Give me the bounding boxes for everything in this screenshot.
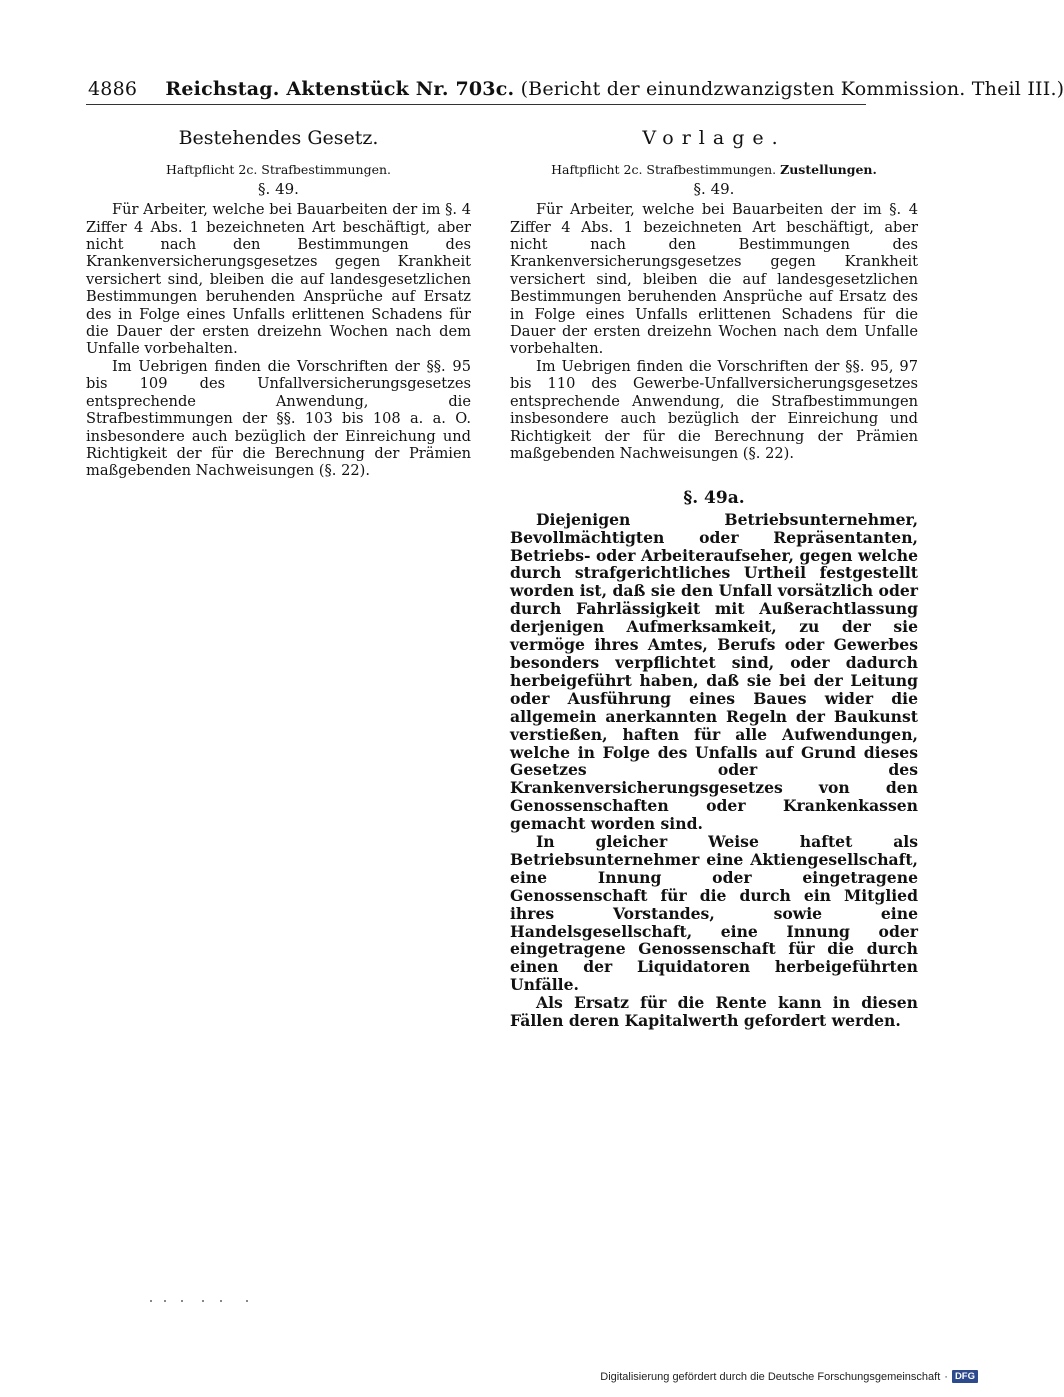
- header-rule: [86, 104, 866, 105]
- section-49a-paragraph: In gleicher Weise haftet als Betriebsunternehmer eine Aktiengesellschaft, eine Innung oder eingetragene Genossenschaft für die durch ein Mitglied ihres Vorstandes, sowie eine Handelsgesellschaft, eine Innung oder eingetragene Genossenschaft für die durch einen der Liquidatoren herbeigeführten Unfälle.: [510, 832, 918, 995]
- left-column: [86, 122, 471, 480]
- separator-dot: ·: [944, 1370, 948, 1383]
- right-subheading-bold: Zustellungen.: [780, 162, 877, 178]
- right-column: [510, 122, 918, 1030]
- right-subheading-text: Haftpflicht 2c. Strafbestimmungen.: [551, 162, 777, 178]
- right-column-title: Vorlage.: [642, 127, 786, 149]
- document-subtitle: (Bericht der einundzwanzigsten Kommission. Theil III.): [520, 78, 1064, 100]
- left-paragraph: Im Uebrigen finden die Vorschriften der §§. 95 bis 109 des Unfallversicherungsgesetzes entsprechende Anwendung, die Strafbestimmungen der §§. 103 bis 108 a. a. O. insbesondere auch bezüglich der Einreichung und Richtigkeit der für die Berechnung der Prämien maßgebenden Nachweisungen (§. 22).: [86, 357, 471, 480]
- page-number: 4886: [88, 78, 138, 100]
- right-paragraph: Im Uebrigen finden die Vorschriften der §§. 95, 97 bis 110 des Gewerbe-Unfallversicherungsgesetzes entsprechende Anwendung, die Strafbestimmungen insbesondere auch bezüglich der Einreichung und Richtigkeit der für die Berechnung der Prämien maßgebenden Nachweisungen (§. 22).: [510, 357, 918, 462]
- left-subheading: Haftpflicht 2c. Strafbestimmungen.: [166, 162, 391, 178]
- dfg-logo: DFG: [952, 1370, 978, 1383]
- document-title: Reichstag. Aktenstück Nr. 703c.: [165, 78, 515, 100]
- section-49a-paragraph: Als Ersatz für die Rente kann in diesen Fällen deren Kapitalwerth gefordert werden.: [510, 993, 918, 1031]
- credit-text: Digitalisierung gefördert durch die Deutsche Forschungsgemeinschaft: [600, 1370, 941, 1383]
- section-49a-number: §. 49a.: [683, 488, 745, 509]
- right-paragraph: Für Arbeiter, welche bei Bauarbeiten der im §. 4 Ziffer 4 Abs. 1 bezeichneten Art beschäftigt, aber nicht nach den Bestimmungen des Krankenversicherungsgesetzes gegen Krankheit versichert sind, bleiben die auf landesgesetzlichen Bestimmungen beruhenden Ansprüche auf Ersatz des in Folge eines Unfalls erlittenen Schadens für die Dauer der ersten dreizehn Wochen nach dem Unfalle vorbehalten.: [510, 201, 918, 358]
- section-49a-paragraph: Diejenigen Betriebsunternehmer, Bevollmächtigten oder Repräsentanten, Betriebs- oder Arbeiteraufseher, gegen welche durch strafgerichtliches Urtheil festgestellt worden ist, daß sie den Unfall vorsätzlich oder durch Fahrlässigkeit mit Außerachtlassung derjenigen Aufmerksamkeit, zu der sie vermöge ihres Amtes, Berufs oder Gewerbes besonders verpflichtet sind, oder dadurch herbeigeführt haben, daß sie bei der Leitung oder Ausführung eines Baues wider die allgemein anerkannten Regeln der Baukunst verstießen, haften für alle Aufwendungen, welche in Folge des Unfalls auf Grund dieses Gesetzes oder des Krankenversicherungsgesetzes von den Genossenschaften oder Krankenkassen gemacht worden sind.: [510, 509, 918, 834]
- scan-specks: [150, 1300, 270, 1306]
- left-column-title: Bestehendes Gesetz.: [178, 127, 379, 149]
- digitization-credit: [600, 1370, 978, 1383]
- running-header: [88, 78, 1064, 100]
- left-section-number: §. 49.: [258, 179, 299, 198]
- right-subheading: [510, 161, 918, 178]
- right-section-number: §. 49.: [693, 179, 735, 198]
- left-paragraph: Für Arbeiter, welche bei Bauarbeiten der im §. 4 Ziffer 4 Abs. 1 bezeichneten Art beschäftigt, aber nicht nach den Bestimmungen des Krankenversicherungsgesetzes gegen Krankheit versichert sind, bleiben die auf landesgesetzlichen Bestimmungen beruhenden Ansprüche auf Ersatz des in Folge eines Unfalls erlittenen Schadens für die Dauer der ersten dreizehn Wochen nach dem Unfalle vorbehalten.: [86, 201, 471, 358]
- section-49a-text: [510, 511, 918, 1030]
